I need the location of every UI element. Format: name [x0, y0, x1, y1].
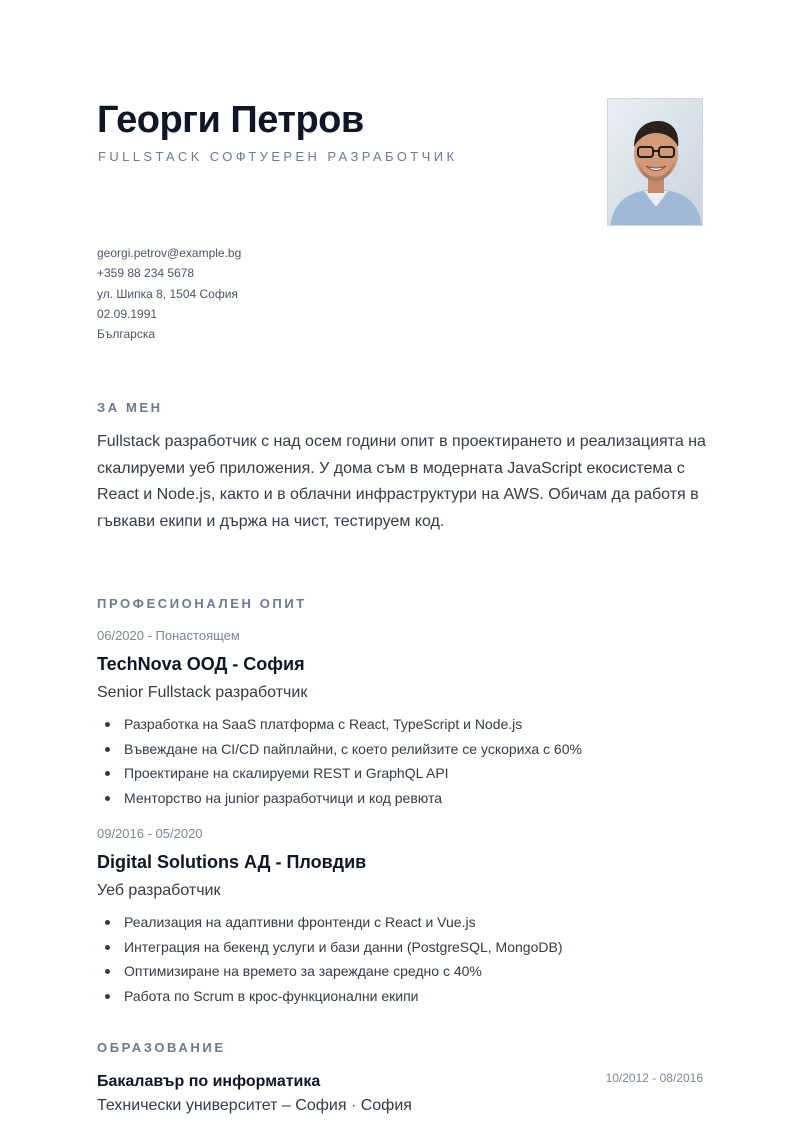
education-school: Технически университет – София · София: [97, 1097, 412, 1114]
bullet-dot: [105, 945, 110, 950]
education-period: 10/2012 - 08/2016: [605, 1071, 703, 1085]
bullet-dot: [105, 994, 110, 999]
job-period: 06/2020 - Понастоящем: [97, 628, 240, 643]
education-degree: Бакалавър по информатика: [97, 1073, 321, 1090]
bullet-dot: [105, 747, 110, 752]
list-item: Интеграция на бекенд услуги и бази данни (PostgreSQL, MongoDB): [97, 935, 562, 960]
bullet-dot: [105, 771, 110, 776]
bullet-dot: [105, 969, 110, 974]
contact-info: [97, 243, 241, 344]
section-heading-about: ЗА МЕН: [97, 400, 163, 415]
person-name: Георги Петров: [97, 99, 364, 141]
job-role: Senior Fullstack разработчик: [97, 684, 308, 701]
contact-phone[interactable]: +359 88 234 5678: [97, 266, 195, 281]
bullet-dot: [105, 920, 110, 925]
list-item: Работа по Scrum в крос-функционални екипи: [97, 984, 562, 1009]
job-bullets: [97, 712, 582, 810]
profile-photo: [607, 98, 703, 226]
section-heading-education: ОБРАЗОВАНИЕ: [97, 1040, 226, 1055]
job-title: FULLSTACK СОФТУЕРЕН РАЗРАБОТЧИК: [98, 149, 458, 164]
list-item: Проектиране на скалируеми REST и GraphQL API: [97, 761, 582, 786]
list-item: Разработка на SaaS платформа с React, TypeScript и Node.js: [97, 712, 582, 737]
about-text: Fullstack разработчик с над осем години опит в проектирането и реализацията на скалируеми уеб приложения. У дома съм в модерната JavaScript екосистема с React и Node.js, както и в облачни инфраструктури на AWS. Обичам да работя в гъвкави екипи и държа на чист, тестируем код.: [97, 433, 706, 530]
contact-birthdate: 02.09.1991: [97, 306, 158, 321]
contact-address: ул. Шипка 8, 1504 София: [97, 286, 238, 301]
list-item: Въвеждане на CI/CD пайплайни, с което релийзите се ускориха с 60%: [97, 737, 582, 762]
job-period: 09/2016 - 05/2020: [97, 826, 203, 841]
bullet-dot: [105, 722, 110, 727]
job-role: Уеб разработчик: [97, 882, 221, 899]
list-item: Оптимизиране на времето за зареждане средно с 40%: [97, 959, 562, 984]
job-bullets: [97, 910, 562, 1008]
section-heading-experience: ПРОФЕСИОНАЛЕН ОПИТ: [97, 596, 307, 611]
contact-nationality: Българска: [97, 327, 156, 342]
list-item: Реализация на адаптивни фронтенди с React и Vue.js: [97, 910, 562, 935]
job-company: TechNova ООД - София: [97, 654, 305, 674]
contact-email[interactable]: georgi.petrov@example.bg: [97, 246, 242, 260]
bullet-dot: [105, 796, 110, 801]
list-item: Менторство на junior разработчици и код ревюта: [97, 786, 582, 811]
job-company: Digital Solutions АД - Пловдив: [97, 852, 367, 872]
